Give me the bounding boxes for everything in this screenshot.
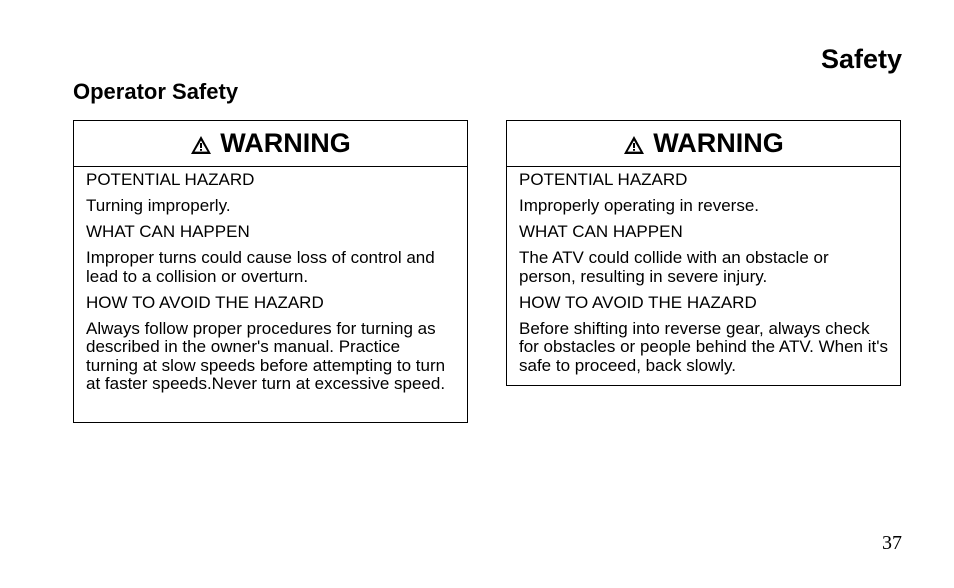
subsection-title: Operator Safety xyxy=(73,79,239,104)
how-to-avoid-label: HOW TO AVOID THE HAZARD xyxy=(86,292,324,312)
warning-header xyxy=(74,121,467,167)
section-title: Safety xyxy=(820,44,902,74)
how-to-avoid-label: HOW TO AVOID THE HAZARD xyxy=(519,292,757,312)
how-to-avoid-text: Always follow proper procedures for turning as described in the owner's manual. Practice turning at slow speeds before attempting to turn at faster speeds.Never turn at excessive speed. xyxy=(86,318,446,393)
potential-hazard-label: POTENTIAL HAZARD xyxy=(86,170,255,189)
how-to-avoid-text: Before shifting into reverse gear, always check for obstacles or people behind the ATV. When it's safe to proceed, back slowly. xyxy=(519,318,888,375)
warning-body xyxy=(507,167,900,375)
warning-title: WARNING xyxy=(653,128,784,158)
potential-hazard-text: Turning improperly. xyxy=(86,196,231,215)
warning-header xyxy=(507,121,900,167)
page-number: 37 xyxy=(882,532,902,554)
warning-box-reverse xyxy=(506,120,901,386)
potential-hazard-label: POTENTIAL HAZARD xyxy=(519,170,688,189)
warning-title: WARNING xyxy=(220,128,351,158)
warning-box-turning xyxy=(73,120,468,423)
what-can-happen-text: The ATV could collide with an obstacle or person, resulting in severe injury. xyxy=(519,248,829,286)
warning-triangle-icon xyxy=(623,135,645,155)
warning-body xyxy=(74,167,467,394)
what-can-happen-text: Improper turns could cause loss of control and lead to a collision or overturn. xyxy=(86,248,435,286)
what-can-happen-label: WHAT CAN HAPPEN xyxy=(519,222,683,241)
what-can-happen-label: WHAT CAN HAPPEN xyxy=(86,222,250,241)
potential-hazard-text: Improperly operating in reverse. xyxy=(519,196,760,215)
warning-triangle-icon xyxy=(190,135,212,155)
